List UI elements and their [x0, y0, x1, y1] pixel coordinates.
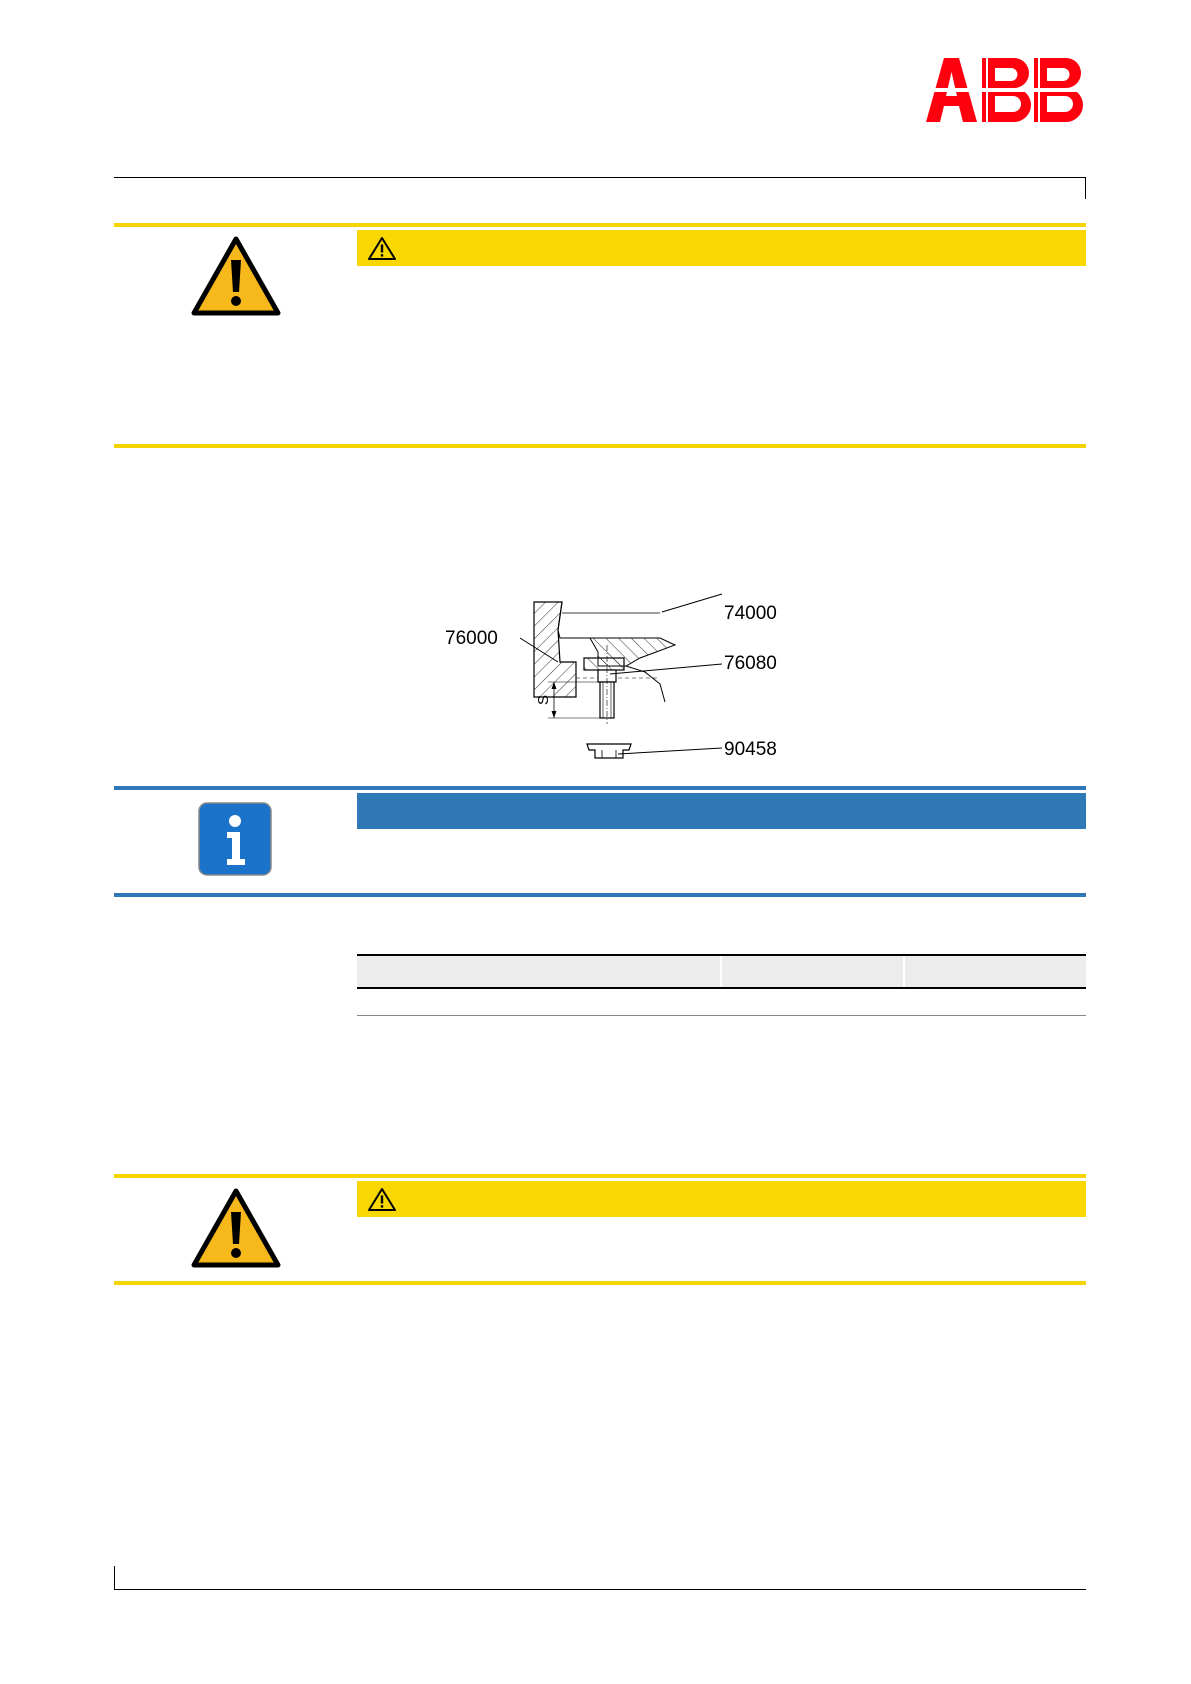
warning-triangle-icon: [367, 1187, 397, 1212]
label-90458: 90458: [724, 739, 777, 760]
caution-block-2-top-rule: [114, 1174, 1086, 1178]
assembly-drawing: [430, 590, 790, 770]
dimension-s-label: S: [535, 694, 552, 706]
table-bottom-rule: [357, 1015, 1086, 1016]
spec-table: [357, 954, 1086, 1018]
warning-triangle-icon: [367, 236, 397, 261]
info-block-top-rule: [114, 786, 1086, 790]
nut-90458: [587, 744, 631, 758]
caution-block-1-bottom-rule: [114, 444, 1086, 448]
warning-triangle-icon: [191, 236, 281, 316]
info-block-header: [357, 793, 1086, 829]
table-column-divider: [720, 956, 722, 987]
warning-triangle-icon: [191, 1188, 281, 1268]
caution-block-1-header: [357, 230, 1086, 266]
housing-76000: [534, 602, 576, 697]
caution-block-2-header: [357, 1181, 1086, 1217]
table-header-rule: [357, 987, 1086, 989]
part-74000: [558, 602, 660, 638]
info-icon: [197, 801, 273, 877]
table-column-divider: [903, 956, 905, 987]
caution-block-2-bottom-rule: [114, 1281, 1086, 1285]
label-76000: 76000: [445, 628, 498, 649]
header-rule-tick: [1085, 177, 1086, 199]
caution-block-1-top-rule: [114, 223, 1086, 227]
info-block-bottom-rule: [114, 893, 1086, 897]
header-rule: [114, 177, 1086, 178]
footer-rule-tick: [114, 1566, 115, 1590]
footer-rule: [114, 1589, 1086, 1590]
abb-logo: [926, 58, 1086, 122]
label-76080: 76080: [724, 653, 777, 674]
label-74000: 74000: [724, 603, 777, 624]
